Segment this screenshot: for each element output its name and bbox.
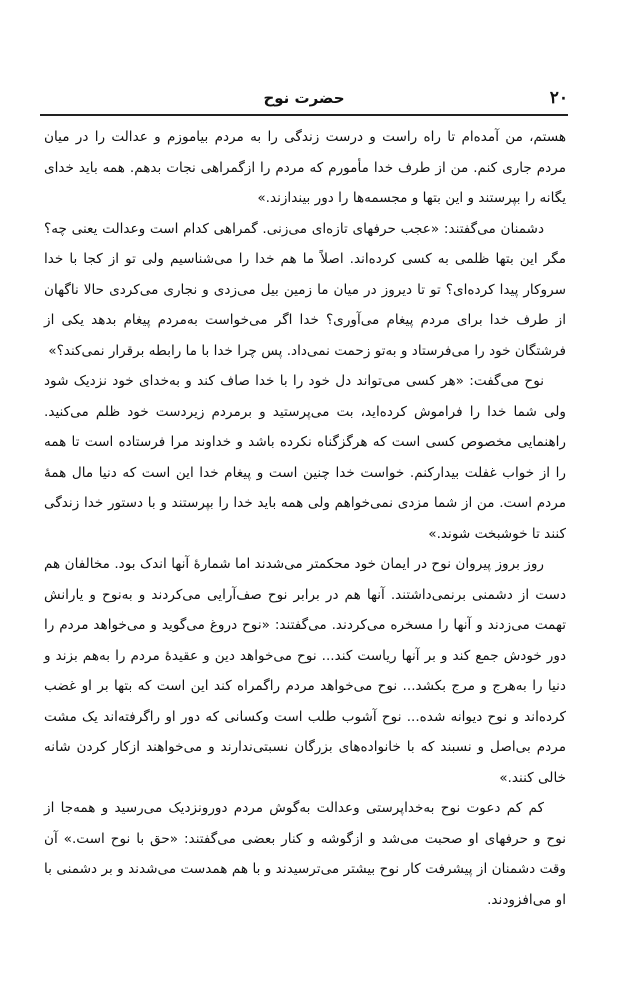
running-title: حضرت نوح [263,89,345,107]
paragraph: هستم، من آمده‌ام تا راه راست و درست زندگی را به مردم بیاموزم و عدالت را در میان مردم جاری کنم. من از طرف خدا مأمورم که مردم را ازگمراهی نجات بدهم. همه باید خدای یگانه را بپرستند و این بتها و مجسمه‌ها را دور بیندازند.» [44,129,566,206]
paragraph: دشمنان می‌گفتند: «عجب حرفهای تازه‌ای می‌زنی. گمراهی کدام است وعدالت یعنی چه؟ مگر این بتها ظلمی به کسی کرده‌اند. اصلاً ما هم خدا را می‌شناسیم ولی تو از کجا با خدا سروکار پیدا کرده‌ای؟ تو تا دیروز در میان ما زمین بیل می‌زدی و نجاری می‌کردی حالا ناگهان از طرف خدا برای مردم پیغام می‌آوری؟ خدا اگر می‌خواست به‌مردم پیغام بدهد یکی از فرشتگان خود را می‌فرستاد و به‌تو زحمت نمی‌داد. پس چرا خدا با ما رابطه برقرار نمی‌کند؟» [44,220,566,359]
header-rule [40,114,568,116]
paragraph: کم کم دعوت نوح به‌خداپرستی وعدالت به‌گوش مردم دورونزدیک می‌رسید و همه‌جا از نوح و حرفهای او صحبت می‌شد و ازگوشه و کنار بعضی می‌گفتند: «حق با نوح است.» آن وقت دشمنان از پیشرفت کار نوح بیشتر می‌ترسیدند و با هم همدست می‌شدند و بر دشمنی با او می‌افزودند. [44,800,566,908]
paragraph: روز بروز پیروان نوح در ایمان خود محکمتر می‌شدند اما شمارهٔ آنها اندک بود. مخالفان هم دست از دشمنی برنمی‌داشتند. آنها هم در برابر نوح صف‌آرایی می‌کردند و به‌نوح و یارانش تهمت می‌زدند و آنها را مسخره می‌کردند. می‌گفتند: «نوح دروغ می‌گوید و می‌خواهد مردم را دور خودش جمع کند و بر آنها ریاست کند... نوح می‌خواهد دین و عقیدهٔ مردم را به‌هم بزند و دنیا را به‌هرج و مرج بکشد... نوح می‌خواهد مردم راگمراه کند این است که بتها بر او غضب کرده‌اند و نوح دیوانه شده... نوح آشوب طلب است وکسانی که دور او راگرفته‌اند یک مشت مردم بی‌اصل و نسبند که با خانواده‌های بزرگان نسبتی‌ندارند و می‌خواهند ازکار کردن شانه خالی کنند.» [44,556,566,786]
page-number: ۲۰ [549,88,568,108]
body-text [44,122,566,942]
paragraph: نوح می‌گفت: «هر کسی می‌تواند دل خود را با خدا صاف کند و به‌خدای خود نزدیک شود ولی شما خدا را فراموش کرده‌اید، بت می‌پرستید و برمردم زیردست خود ظلم می‌کنید. راهنمایی مخصوص کسی است که هرگزگناه نکرده باشد و خداوند مرا فرستاده است تا همه را از خواب غفلت بیدارکنم. خواست خدا چنین است و پیغام خدا این است که دنیا مال همهٔ مردم است. من از شما مزدی نمی‌خواهم ولی همه باید خدا را بپرستند و با دستور خدا زندگی کنند تا خوشبخت شوند.» [44,373,566,542]
running-header [40,86,568,114]
